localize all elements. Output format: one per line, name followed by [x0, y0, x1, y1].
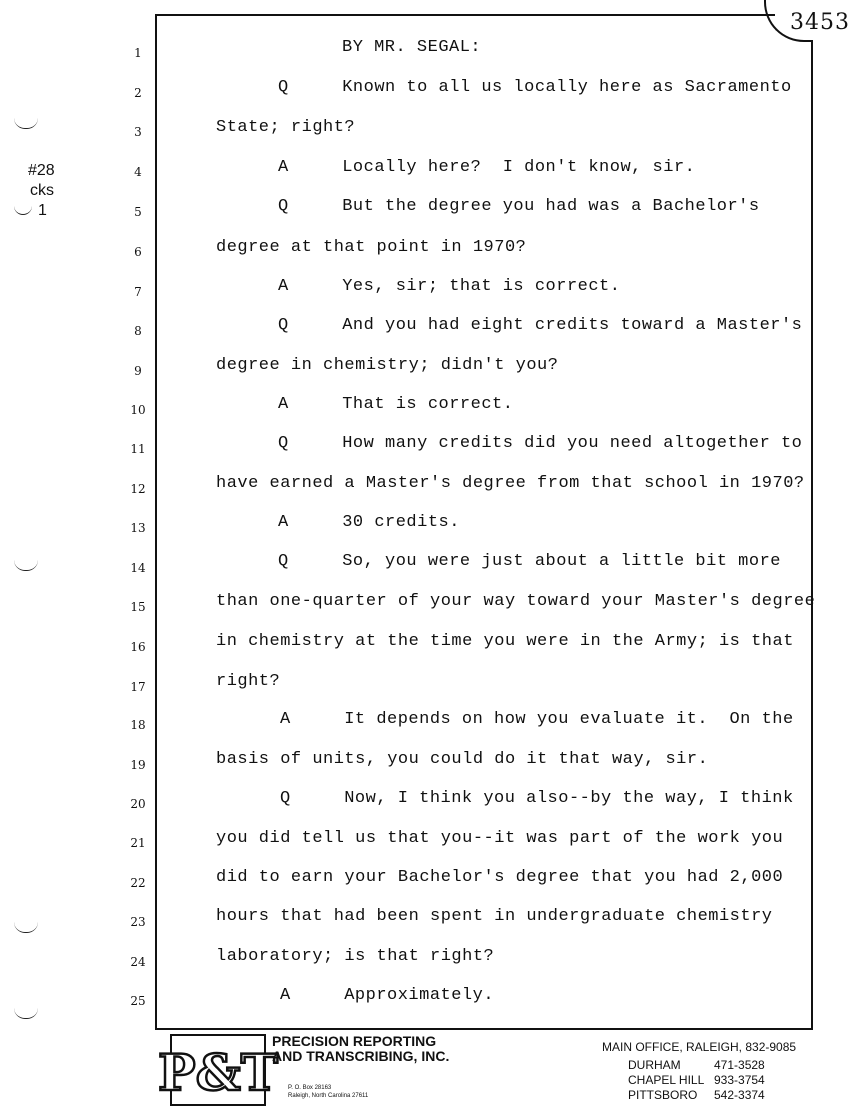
address-line1: P. O. Box 28163 [288, 1085, 332, 1091]
office-city: PITTSBORO [628, 1088, 698, 1102]
line-number: 16 [130, 640, 146, 654]
transcript-line: State; right? [216, 118, 356, 137]
line-number: 8 [134, 324, 142, 338]
transcript-line: you did tell us that you--it was part of the work you [216, 829, 784, 848]
transcript-line: have earned a Master's degree from that school in 1970? [216, 474, 805, 493]
transcript-line: hours that had been spent in undergraduate chemistry [216, 907, 773, 926]
address-line2: Raleigh, North Carolina 27611 [288, 1093, 369, 1099]
line-number: 18 [130, 718, 146, 732]
company-address [288, 1084, 368, 1100]
frame-bottom-border [155, 1028, 813, 1030]
line-number: 15 [130, 600, 146, 614]
transcript-line: degree in chemistry; didn't you? [216, 356, 559, 375]
transcript-line: A 30 credits. [278, 513, 460, 532]
transcript-line: basis of units, you could do it that way, sir. [216, 750, 709, 769]
company-name-line1: PRECISION REPORTING [272, 1033, 437, 1049]
office-city: CHAPEL HILL [628, 1073, 705, 1087]
company-logo [158, 1034, 278, 1106]
transcript-line: laboratory; is that right? [216, 947, 495, 966]
transcript-line: BY MR. SEGAL: [342, 38, 482, 57]
main-office: MAIN OFFICE, RALEIGH, 832-9085 [602, 1040, 797, 1054]
line-number: 4 [134, 165, 142, 179]
transcript-line: Q How many credits did you need altogether to [278, 434, 803, 453]
transcript-line: did to earn your Bachelor's degree that you had 2,000 [216, 868, 784, 887]
line-number: 5 [134, 205, 142, 219]
line-number: 23 [130, 915, 146, 929]
office-phone: 933-3754 [714, 1073, 765, 1087]
transcript-line: degree at that point in 1970? [216, 238, 527, 257]
transcript-line: Q Now, I think you also--by the way, I think [280, 789, 794, 808]
company-name-line2: AND TRANSCRIBING, INC. [272, 1048, 450, 1064]
frame-right-border [811, 40, 813, 1030]
transcript-line: A Locally here? I don't know, sir. [278, 158, 696, 177]
transcript-line: Q Known to all us locally here as Sacramento [278, 78, 792, 97]
line-number: 10 [130, 403, 146, 417]
margin-tick-mark [14, 922, 38, 933]
line-number: 1 [134, 46, 142, 60]
transcript-line: Q So, you were just about a little bit more [278, 552, 781, 571]
line-number: 19 [130, 758, 146, 772]
line-number: 2 [134, 86, 142, 100]
line-number: 21 [130, 836, 146, 850]
line-number: 12 [130, 482, 146, 496]
transcript-line: A It depends on how you evaluate it. On the [280, 710, 794, 729]
line-number: 22 [130, 876, 146, 890]
transcript-line: right? [216, 672, 281, 691]
line-number: 24 [130, 955, 146, 969]
office-phone: 542-3374 [714, 1088, 765, 1102]
transcript-line: Q And you had eight credits toward a Master's [278, 316, 803, 335]
frame-top-border [155, 14, 775, 16]
transcript-line: than one-quarter of your way toward your Master's degree [216, 592, 816, 611]
transcript-line: A Approximately. [280, 986, 495, 1005]
line-number: 3 [134, 125, 142, 139]
transcript-line: Q But the degree you had was a Bachelor's [278, 197, 760, 216]
margin-note-exhibit: #28 [28, 162, 55, 179]
line-number: 7 [134, 285, 142, 299]
office-city: DURHAM [628, 1058, 681, 1072]
transcript-line: A Yes, sir; that is correct. [278, 277, 621, 296]
transcript-line: in chemistry at the time you were in the Army; is that [216, 632, 794, 651]
company-name [272, 1034, 449, 1064]
margin-tick-mark [14, 560, 38, 571]
line-number: 20 [130, 797, 146, 811]
line-number: 17 [130, 680, 146, 694]
transcript-line: A That is correct. [278, 395, 514, 414]
line-number: 9 [134, 364, 142, 378]
line-number: 11 [130, 442, 146, 456]
line-number: 13 [130, 521, 146, 535]
line-number: 14 [130, 561, 146, 575]
margin-tick-mark [14, 204, 32, 215]
page-number: 3453 [790, 10, 850, 35]
office-phone: 471-3528 [714, 1058, 765, 1072]
line-number: 25 [130, 994, 146, 1008]
margin-note-cks: cks [30, 182, 54, 199]
margin-tick-mark [14, 1008, 38, 1019]
logo-lettering: P&T [158, 1043, 278, 1102]
margin-note-count: 1 [38, 202, 47, 219]
line-number: 6 [134, 245, 142, 259]
margin-tick-mark [14, 118, 38, 129]
